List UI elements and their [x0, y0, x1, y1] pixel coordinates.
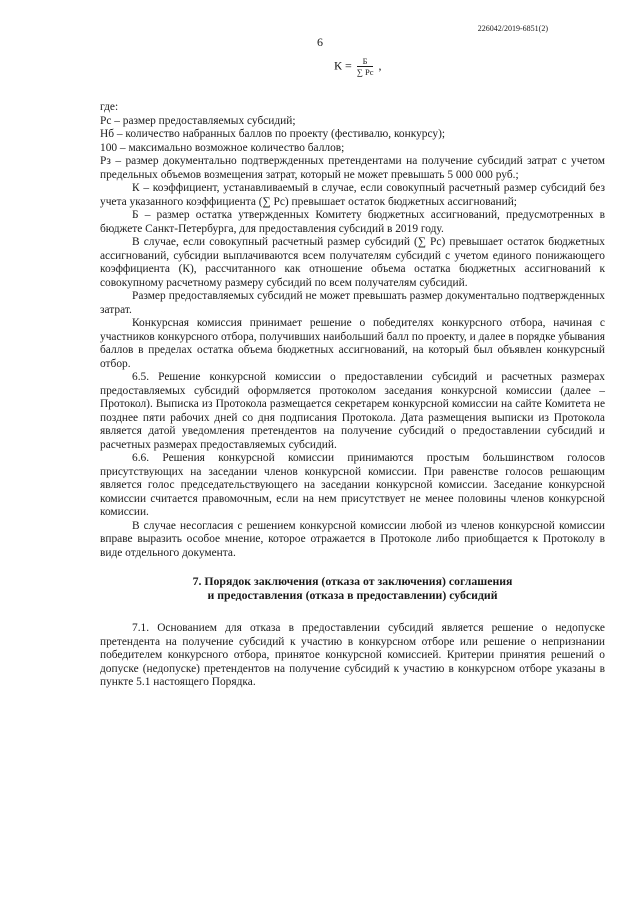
formula-fraction [357, 56, 374, 77]
section-7-heading-line1: 7. Порядок заключения (отказа от заключения) соглашения [192, 574, 513, 588]
paragraph-nb: Нб – количество набранных баллов по проекту (фестивалю, конкурсу); [100, 128, 446, 140]
paragraph-hundred: 100 – максимально возможное количество баллов; [100, 141, 345, 154]
formula-numerator: Б [357, 56, 374, 67]
paragraph-k: К – коэффициент, устанавливаемый в случае, если совокупный расчетный размер субсидий без учета указанного коэффициента (∑ Рс) превышает остаток бюджетных ассигнований; [100, 182, 605, 208]
formula-lhs: К = [334, 58, 352, 73]
paragraph-6-5: 6.5. Решение конкурсной комиссии о предоставлении субсидий и расчетных размерах предоставляемых субсидий оформляется протоколом заседания конкурсной комиссии (далее – Протокол). Выписка из Протокола размещается секретарем конкурсной комиссии на сайте Комитета не позднее пяти рабочих дней со дня подписания Протокола. Дата размещения выписки из Протокола является датой уведомления претендентов на получение субсидий о предоставлении субсидий и расчетных размерах предоставляемых субсидий. [100, 371, 605, 451]
page-number: 6 [317, 35, 323, 49]
document-number: 226042/2019-6851(2) [477, 24, 548, 33]
paragraph-commission: Конкурсная комиссия принимает решение о победителях конкурсного отбора, начиная с участников конкурсного отбора, получивших наибольший балл по проекту, и далее в порядке убывания баллов в пределах остатка объема бюджетных ассигнований, на который был объявлен конкурсный отбор. [100, 317, 605, 370]
paragraph-rz: Рз – размер документально подтвержденных претендентами на получение субсидий затрат с учетом предельных объемов возмещения затрат, который не может превышать 5 000 000 руб.; [100, 155, 605, 181]
paragraph-case: В случае, если совокупный расчетный размер субсидий (∑ Рс) превышает остаток бюджетных ассигнований, субсидии выплачиваются всем получателям субсидий с учетом единого понижающего коэффициента (К), рассчитанного как отношение объема остатка бюджетных ассигнований к совокупному расчетному размеру субсидий по всем получателям субсидий. [100, 236, 605, 289]
document-body [100, 101, 605, 690]
section-7-heading-line2: и предоставления (отказа в предоставлении) субсидий [207, 588, 498, 602]
coefficient-formula [334, 56, 381, 77]
paragraph-pc: Рс – размер предоставляемых субсидий; [100, 114, 296, 127]
formula-tail: , [378, 58, 382, 73]
formula-denominator: ∑ Рс [356, 67, 374, 77]
paragraph-6-6: 6.6. Решения конкурсной комиссии принимаются простым большинством голосов присутствующих на заседании членов конкурсной комиссии. При равенстве голосов решающим является голос председательствующего на заседании конкурсной комиссии. Заседание конкурсной комиссии считается правомочным, если на нем присутствует не менее половины членов конкурсной комиссии. [100, 452, 605, 518]
paragraph-7-1: 7.1. Основанием для отказа в предоставлении субсидий является решение о недопуске претендента на получение субсидий к участию в конкурсном отборе или решение о непризнании победителем конкурсного отбора, принятое конкурсной комиссией. Критерии принятия решений о допуске (недопуске) претендентов на получение субсидий к участию в конкурсном отборе указаны в пункте 5.1 настоящего Порядка. [100, 622, 605, 688]
paragraph-b: Б – размер остатка утвержденных Комитету бюджетных ассигнований, предусмотренных в бюджете Санкт-Петербурга, для предоставления субсидий в 2019 году. [100, 209, 605, 235]
paragraph-where: где: [100, 101, 119, 113]
paragraph-disagree: В случае несогласия с решением конкурсной комиссии любой из членов конкурсной комиссии вправе выразить особое мнение, которое отражается в Протоколе либо приобщается к Протоколу в виде отдельного документа. [100, 519, 605, 559]
paragraph-size-limit: Размер предоставляемых субсидий не может превышать размер документально подтвержденных затрат. [100, 290, 605, 316]
